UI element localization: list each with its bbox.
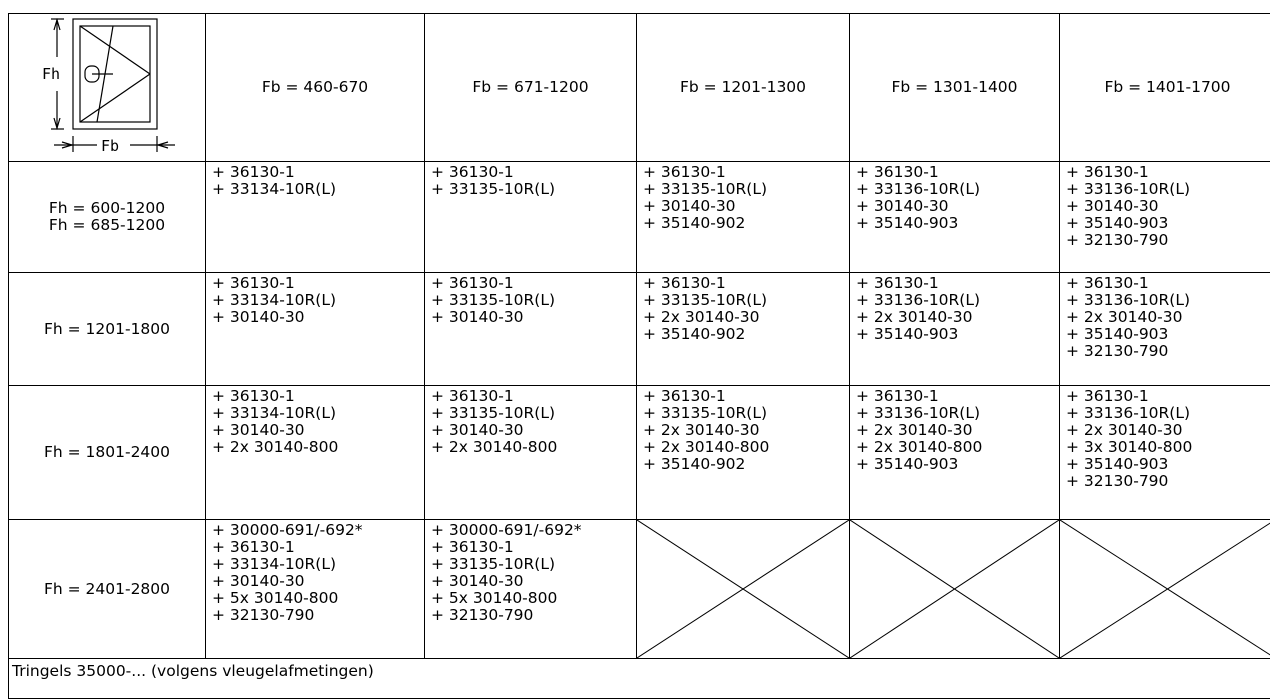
row-label <box>9 162 206 273</box>
cell-line: + 36130-1 <box>212 539 424 556</box>
col-header-2: Fb = 671-1200 <box>425 14 637 162</box>
col-header-1: Fb = 460-670 <box>206 14 425 162</box>
cell-line: + 33134-10R(L) <box>212 181 424 198</box>
cell-line: + 36130-1 <box>1066 388 1270 405</box>
cell-line: + 32130-790 <box>1066 232 1270 249</box>
cell-line: + 33136-10R(L) <box>1066 405 1270 422</box>
cell-line: + 30140-30 <box>643 198 849 215</box>
cell-line: + 32130-790 <box>1066 473 1270 490</box>
cell-line: + 36130-1 <box>212 388 424 405</box>
cell-line: + 33136-10R(L) <box>856 181 1059 198</box>
cell-line: + 30140-30 <box>431 309 636 326</box>
cell-line: + 33135-10R(L) <box>643 405 849 422</box>
cell-line: + 36130-1 <box>856 388 1059 405</box>
cell-line: + 33136-10R(L) <box>856 405 1059 422</box>
cell-line: + 2x 30140-800 <box>431 439 636 456</box>
cell-line: + 30140-30 <box>212 422 424 439</box>
row-label <box>9 520 206 659</box>
window-diagram-cell <box>9 14 206 162</box>
cell-line: Fh = 1801-2400 <box>9 444 205 461</box>
cross-out-icon <box>850 520 1059 658</box>
cell-line: + 35140-903 <box>856 326 1059 343</box>
table-cell <box>1060 273 1270 386</box>
cell-line: + 36130-1 <box>856 275 1059 292</box>
cell-line: + 2x 30140-800 <box>856 439 1059 456</box>
row-label <box>9 273 206 386</box>
cell-line: + 5x 30140-800 <box>431 590 636 607</box>
col-header-3: Fb = 1201-1300 <box>637 14 850 162</box>
table-cell <box>206 162 425 273</box>
not-applicable-cell <box>850 520 1060 659</box>
cell-line: + 33135-10R(L) <box>431 181 636 198</box>
cell-line: + 32130-790 <box>431 607 636 624</box>
cell-line: + 33135-10R(L) <box>643 292 849 309</box>
cell-line: + 36130-1 <box>1066 275 1270 292</box>
table-cell <box>1060 386 1270 520</box>
cell-line: + 2x 30140-30 <box>643 422 849 439</box>
width-label: Fb <box>101 137 119 155</box>
fitting-table <box>8 13 1270 699</box>
cell-line: + 33134-10R(L) <box>212 292 424 309</box>
table-cell <box>425 520 637 659</box>
table-cell <box>425 273 637 386</box>
cell-line: + 2x 30140-30 <box>856 422 1059 439</box>
cell-line: + 35140-902 <box>643 456 849 473</box>
cell-line: + 32130-790 <box>1066 343 1270 360</box>
table-cell <box>850 386 1060 520</box>
cell-line: + 35140-903 <box>856 215 1059 232</box>
cell-line: + 30000-691/-692* <box>212 522 424 539</box>
table-row <box>9 162 1270 273</box>
table-cell <box>637 162 850 273</box>
cell-line: + 35140-903 <box>856 456 1059 473</box>
cell-line: + 3x 30140-800 <box>1066 439 1270 456</box>
cell-line: Fh = 1201-1800 <box>9 321 205 338</box>
cell-line: + 2x 30140-30 <box>856 309 1059 326</box>
cross-out-icon <box>1060 520 1270 658</box>
table-cell <box>206 273 425 386</box>
cell-line: + 36130-1 <box>431 388 636 405</box>
not-applicable-cell <box>1060 520 1270 659</box>
cell-line: + 2x 30140-30 <box>1066 309 1270 326</box>
cell-line: + 33135-10R(L) <box>643 181 849 198</box>
cell-line: + 33135-10R(L) <box>431 292 636 309</box>
cell-line: + 30140-30 <box>431 573 636 590</box>
table-cell <box>206 386 425 520</box>
not-applicable-cell <box>637 520 850 659</box>
cell-line: Fh = 685-1200 <box>9 217 205 234</box>
footer-note: Tringels 35000-... (volgens vleugelafmetingen) <box>9 659 1270 699</box>
table-cell <box>1060 162 1270 273</box>
table-cell <box>637 386 850 520</box>
cell-line: + 33134-10R(L) <box>212 405 424 422</box>
cell-line: + 36130-1 <box>431 539 636 556</box>
cross-out-icon <box>637 520 849 658</box>
cell-line: + 36130-1 <box>643 275 849 292</box>
header-row <box>9 14 1270 162</box>
cell-line: + 36130-1 <box>856 164 1059 181</box>
cell-line: + 33135-10R(L) <box>431 405 636 422</box>
footer-row <box>9 659 1270 699</box>
col-header-4: Fb = 1301-1400 <box>850 14 1060 162</box>
cell-line: + 36130-1 <box>643 388 849 405</box>
cell-line: + 32130-790 <box>212 607 424 624</box>
table-cell <box>637 273 850 386</box>
cell-line: + 35140-902 <box>643 215 849 232</box>
cell-line: + 30140-30 <box>856 198 1059 215</box>
cell-line: + 33136-10R(L) <box>1066 292 1270 309</box>
table-cell <box>206 520 425 659</box>
col-header-5: Fb = 1401-1700 <box>1060 14 1270 162</box>
cell-line: + 30140-30 <box>1066 198 1270 215</box>
table-row <box>9 520 1270 659</box>
table-cell <box>850 273 1060 386</box>
table-cell <box>425 386 637 520</box>
cell-line: + 35140-903 <box>1066 456 1270 473</box>
cell-line: Fh = 600-1200 <box>9 200 205 217</box>
cell-line: Fh = 2401-2800 <box>9 581 205 598</box>
table-row <box>9 386 1270 520</box>
table-cell <box>425 162 637 273</box>
table-cell <box>850 162 1060 273</box>
cell-line: + 36130-1 <box>212 275 424 292</box>
cell-line: + 30140-30 <box>212 573 424 590</box>
cell-line: + 5x 30140-800 <box>212 590 424 607</box>
cell-line: + 36130-1 <box>1066 164 1270 181</box>
cell-line: + 2x 30140-800 <box>643 439 849 456</box>
cell-line: + 33134-10R(L) <box>212 556 424 573</box>
fitting-table-sheet <box>8 13 1270 687</box>
height-label: Fh <box>42 65 60 83</box>
cell-line: + 36130-1 <box>212 164 424 181</box>
cell-line: + 33136-10R(L) <box>1066 181 1270 198</box>
cell-line: + 30140-30 <box>431 422 636 439</box>
window-diagram-icon <box>9 14 206 161</box>
cell-line: + 35140-902 <box>643 326 849 343</box>
cell-line: + 35140-903 <box>1066 326 1270 343</box>
cell-line: + 30000-691/-692* <box>431 522 636 539</box>
cell-line: + 35140-903 <box>1066 215 1270 232</box>
cell-line: + 36130-1 <box>643 164 849 181</box>
table-row <box>9 273 1270 386</box>
cell-line: + 33135-10R(L) <box>431 556 636 573</box>
cell-line: + 2x 30140-30 <box>1066 422 1270 439</box>
cell-line: + 36130-1 <box>431 275 636 292</box>
cell-line: + 2x 30140-30 <box>643 309 849 326</box>
row-label <box>9 386 206 520</box>
cell-line: + 30140-30 <box>212 309 424 326</box>
cell-line: + 2x 30140-800 <box>212 439 424 456</box>
cell-line: + 36130-1 <box>431 164 636 181</box>
cell-line: + 33136-10R(L) <box>856 292 1059 309</box>
